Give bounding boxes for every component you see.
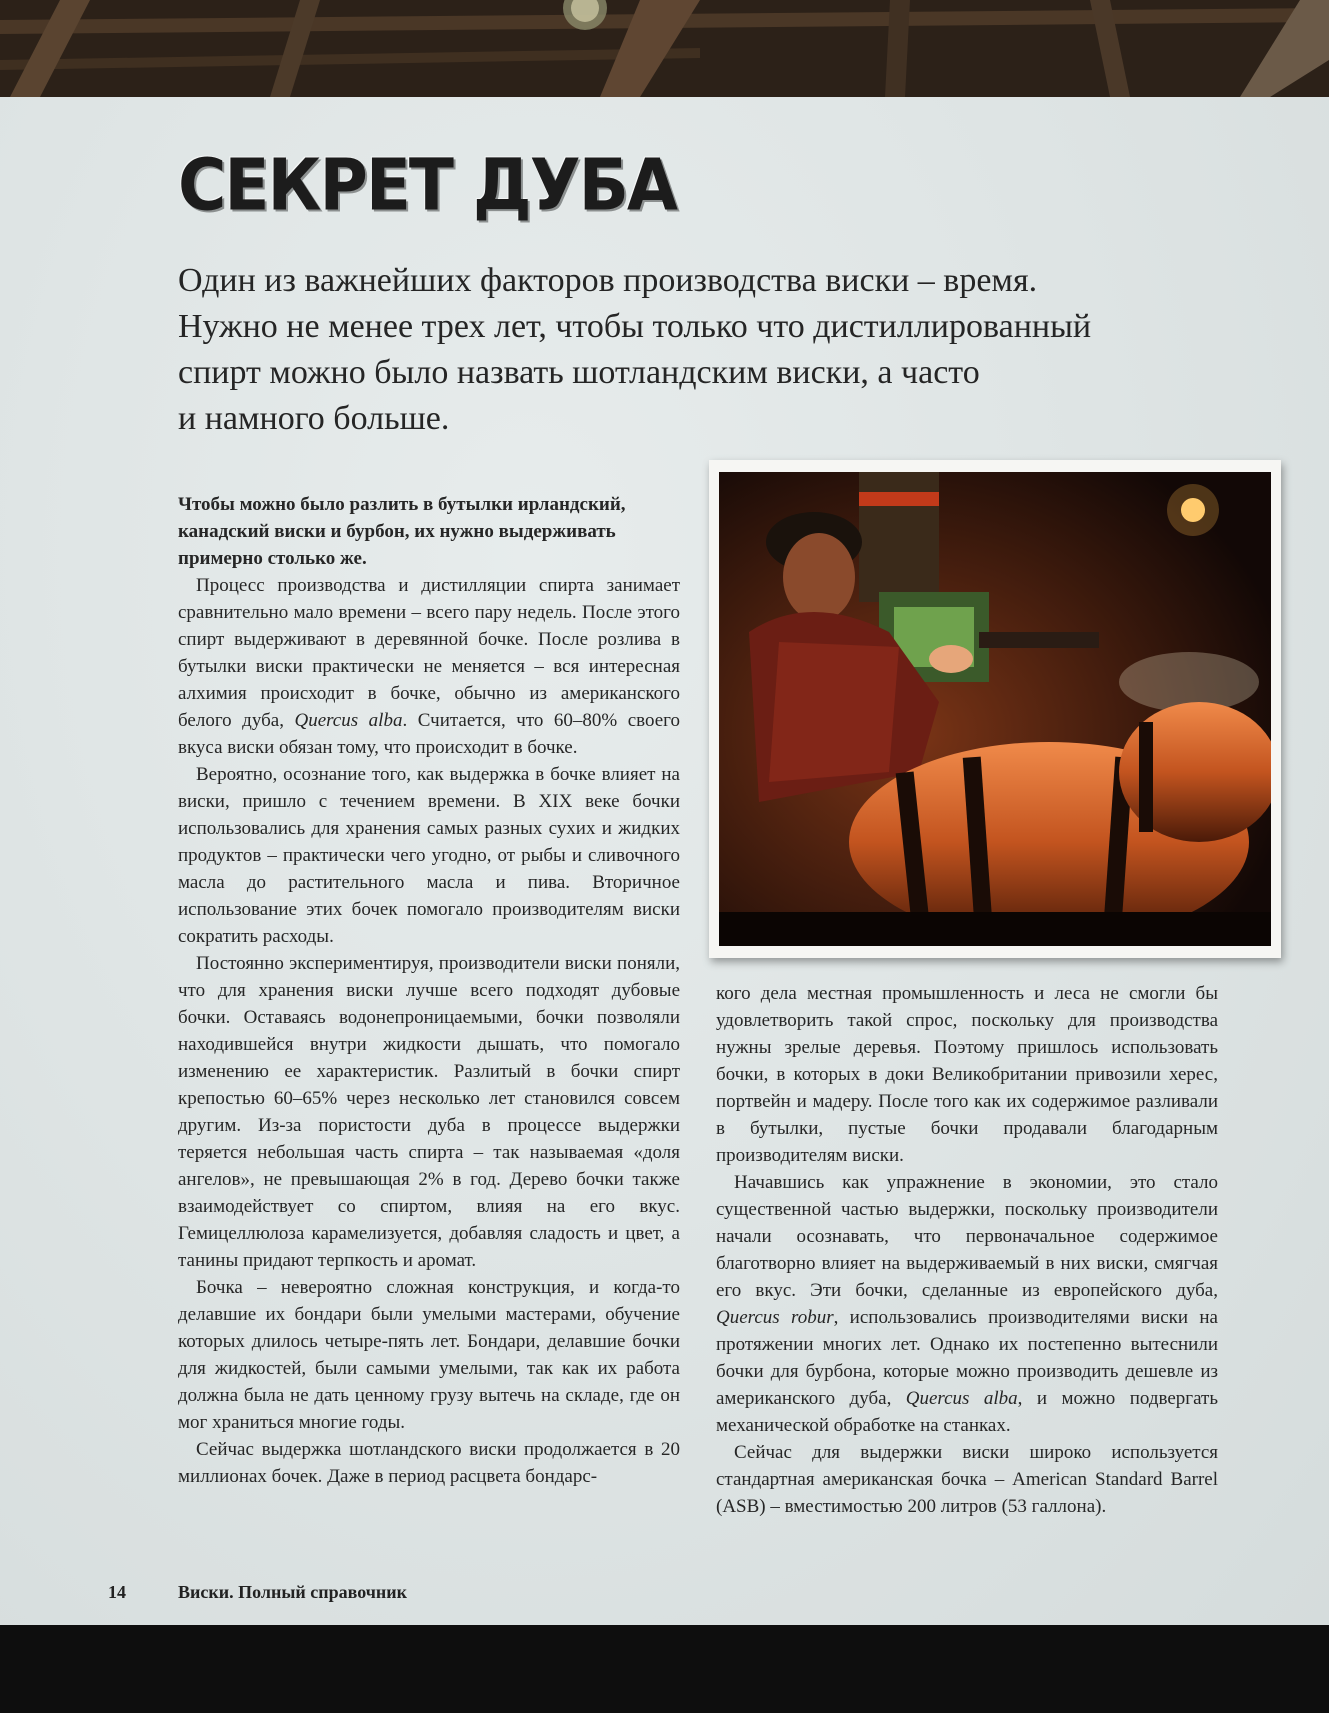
page-number: 14 xyxy=(108,1582,126,1602)
page-title: СЕКРЕТ ДУБА xyxy=(178,143,676,227)
body-paragraph: Бочка – невероятно сложная конструкция, и когда-то делавшие их бондари были умелыми мастерами, обучение которых длилось четыре-пять лет. Бондари, делавшие бочки для жидкостей, были самыми умелыми, так как их работа должна была не дать ценному грузу вытечь на складе, где он мог храниться многие годы. xyxy=(178,1277,680,1433)
body-paragraph: Постоянно экспериментируя, производители виски поняли, что для хранения виски лучше всего подходят дубовые бочки. Оставаясь водонепроницаемыми, бочки позволяли находившейся внутри жидкости дышать, что помогало изменению ее характеристик. Разлитый в бочки спирт крепостью 60–65% через несколько лет становился совсем другим. Из-за пористости дуба в процессе выдержки теряется небольшая часть спирта – так называемая «доля ангелов», не превышающая 2% в год. Дерево бочки также взаимодействует со спиртом, влияя на его вкус. Гемицеллюлоза карамелизуется, добавляя сладость и цвет, а танины придают терпкость и аромат. xyxy=(178,953,680,1271)
body-paragraph: кого дела местная промышленность и леса не смогли бы удовлетворить такой спрос, поскольку для производства нужны зрелые деревья. Поэтому пришлось использовать бочки, в которых в доки Великобритании привозили херес, портвейн и мадеру. После того как их содержимое разливали в бутылки, пустые бочки продавали благодарным производителям виски. xyxy=(716,983,1218,1166)
header-photo-strip xyxy=(0,0,1329,97)
intro-paragraph: Чтобы можно было разлить в бутылки ирландский, канадский виски и бурбон, их нужно выдерживать примерно столько же. xyxy=(178,494,626,569)
body-paragraph: Вероятно, осознание того, как выдержка в бочке влияет на виски, пришло с течением времени. В XIX веке бочки использовались для хранения самых разных сухих и жидких продуктов – практически чего угодно, от рыбы и сливочного масла до растительного масла и пива. Вторичное использование этих бочек помогало производителям виски сократить расходы. xyxy=(178,764,680,947)
cooper-photo xyxy=(709,460,1281,958)
warehouse-rafters-image xyxy=(0,0,1329,97)
left-column xyxy=(178,491,680,1490)
lead-line: и намного больше. xyxy=(178,400,450,437)
barrel-workshop-image xyxy=(719,472,1271,946)
body-paragraph: Сейчас для выдержки виски широко используется стандартная американская бочка – American Standard Barrel (ASB) – вместимостью 200 литров (53 галлона). xyxy=(716,1442,1218,1517)
lead-line: Нужно не менее трех лет, чтобы только что дистиллированный xyxy=(178,308,1092,345)
lead-line: спирт можно было назвать шотландским виски, а часто xyxy=(178,354,980,391)
body-paragraph: Процесс производства и дистилляции спирта занимает сравнительно мало времени – всего пару недель. После этого спирт выдерживают в деревянной бочке. После розлива в бутылки виски практически не меняется – вся интересная алхимия происходит в бочке, обычно из американского белого дуба, Quercus alba. Считается, что 60–80% своего вкуса виски обязан тому, что происходит в бочке. xyxy=(178,575,681,758)
body-paragraph: Сейчас выдержка шотландского виски продолжается в 20 миллионах бочек. Даже в период расцвета бондарс- xyxy=(178,1439,680,1487)
lead-paragraph xyxy=(178,258,1228,442)
body-paragraph: Начавшись как упражнение в экономии, это стало существенной частью выдержки, поскольку производители начали осознавать, что первоначальное содержимое благотворно влияет на выдерживаемый в них виски, смягчая его вкус. Эти бочки, сделанные из европейского дуба, Quercus robur, использовались производителями виски на протяжении многих лет. Однако их постепенно вытеснили бочки для бурбона, которые можно производить дешевле из американского дуба, Quercus alba, и можно подвергать механической обработке на станках. xyxy=(716,1172,1219,1436)
bottom-dark-band xyxy=(0,1625,1329,1713)
right-column xyxy=(716,980,1218,1520)
running-footer-title: Виски. Полный справочник xyxy=(178,1582,408,1602)
lead-line: Один из важнейших факторов производства виски – время. xyxy=(178,262,1038,299)
